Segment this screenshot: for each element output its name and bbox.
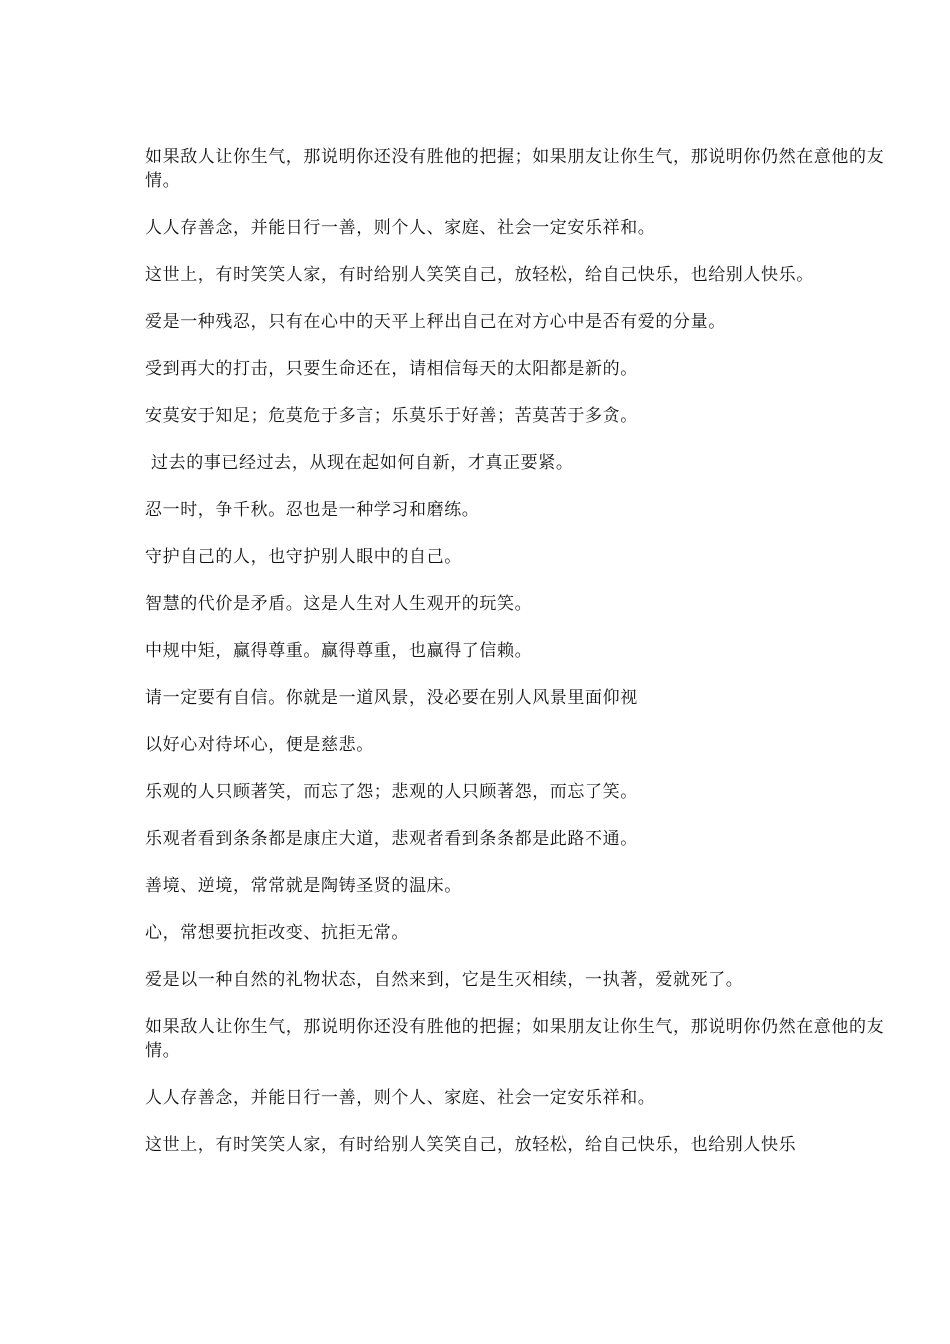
paragraph: 乐观者看到条条都是康庄大道，悲观者看到条条都是此路不通。 — [145, 829, 638, 849]
paragraph: 乐观的人只顾著笑，而忘了怨；悲观的人只顾著怨，而忘了笑。 — [145, 782, 638, 802]
paragraph: 如果敌人让你生气，那说明你还没有胜他的把握；如果朋友让你生气，那说明你仍然在意他的友情。 — [145, 147, 885, 191]
paragraph: 爱是一种残忍，只有在心中的天平上秤出自己在对方心中是否有爱的分量。 — [145, 312, 726, 332]
paragraph: 受到再大的打击，只要生命还在，请相信每天的太阳都是新的。 — [145, 359, 638, 379]
paragraph: 智慧的代价是矛盾。这是人生对人生观开的玩笑。 — [145, 594, 533, 614]
paragraph: 请一定要有自信。你就是一道风景，没必要在别人风景里面仰视 — [145, 688, 638, 708]
paragraph: 如果敌人让你生气，那说明你还没有胜他的把握；如果朋友让你生气，那说明你仍然在意他的友情。 — [145, 1017, 885, 1061]
paragraph: 守护自己的人，也守护别人眼中的自己。 — [145, 547, 462, 567]
paragraph: 心，常想要抗拒改变、抗拒无常。 — [145, 923, 409, 943]
paragraph: 爱是以一种自然的礼物状态，自然来到，它是生灭相续，一执著，爱就死了。 — [145, 970, 744, 990]
paragraph: 善境、逆境，常常就是陶铸圣贤的温床。 — [145, 876, 462, 896]
paragraph: 忍一时，争千秋。忍也是一种学习和磨练。 — [145, 500, 480, 520]
paragraph: 过去的事已经过去，从现在起如何自新，才真正要紧。 — [145, 453, 574, 473]
paragraph: 以好心对待坏心，便是慈悲。 — [145, 735, 374, 755]
paragraph: 这世上，有时笑笑人家，有时给别人笑笑自己，放轻松，给自己快乐，也给别人快乐 — [145, 1135, 797, 1155]
paragraph: 人人存善念，并能日行一善，则个人、家庭、社会一定安乐祥和。 — [145, 218, 656, 238]
paragraph: 中规中矩，赢得尊重。赢得尊重，也赢得了信赖。 — [145, 641, 533, 661]
document-body — [145, 145, 895, 1180]
paragraph: 安莫安于知足；危莫危于多言；乐莫乐于好善；苦莫苦于多贪。 — [145, 406, 638, 426]
paragraph: 这世上，有时笑笑人家，有时给别人笑笑自己，放轻松，给自己快乐，也给别人快乐。 — [145, 265, 814, 285]
paragraph: 人人存善念，并能日行一善，则个人、家庭、社会一定安乐祥和。 — [145, 1088, 656, 1108]
